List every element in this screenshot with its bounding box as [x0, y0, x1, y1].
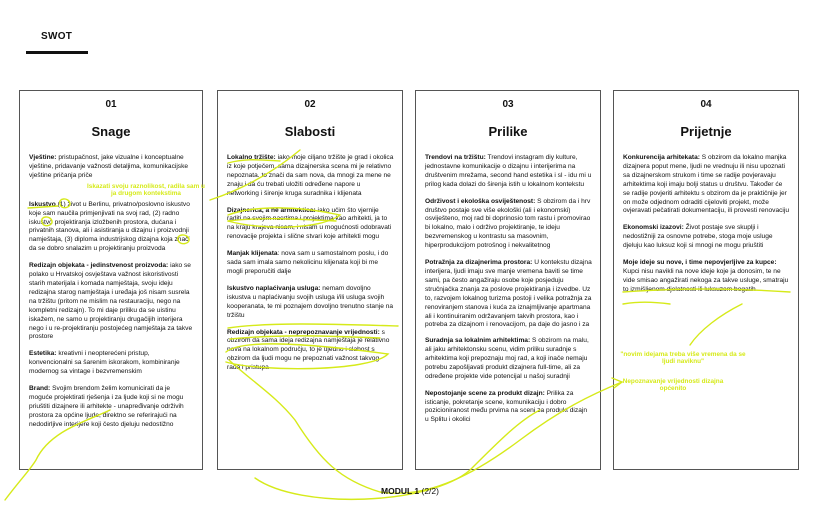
column-heading: Prijetnje [680, 124, 732, 139]
paragraph-label: Brand: [29, 385, 51, 393]
paragraph [29, 385, 194, 430]
paragraph-text: Prilika za isticanje, pokretanje scene, komunikaciju i dobro pozicioniranost među prvima na sceni za produkt dizajn u Splitu i okolici [425, 389, 587, 424]
paragraph [227, 154, 394, 199]
column-heading: Prilike [488, 124, 528, 139]
paragraph [425, 154, 592, 190]
annotation-note-novim: "novim idejama treba više vremena da se ljudi naviknu" [620, 351, 746, 366]
footer-pagination [0, 486, 820, 496]
paragraph [227, 250, 394, 277]
paragraph-text: nemam dovoljno iskustva u naplaćivanju svojih usluga i/ili usluga svojih kooperanata, te mi poznajem dovoljno trenutno stanje na tržištu [227, 284, 394, 319]
paragraph-label: Lokalno tržište: [227, 154, 276, 161]
column-heading: Snage [91, 124, 131, 139]
column-body [623, 154, 790, 303]
paragraph-text: iako učim što vjernije raditi na svojim nacrtima i projektima kao arhitekti, ja to na kraju krajeva nisam, i nisam u mogućnosti odobravati renovacije projekta i slične stvari koje arhitekti mogu [227, 206, 392, 241]
column-number: 01 [105, 99, 117, 110]
swot-column-opportunities [415, 90, 601, 470]
paragraph [623, 224, 790, 251]
paragraph-label: Estetika: [29, 350, 57, 358]
paragraph-label: Manjak klijenata [227, 250, 278, 258]
paragraph-text: (1) život u Berlinu, privatno/poslovno iskustvo koje sam naučila primjenjivati na svoj rad, (2) radno iskustvo projektiranja izložbenih prostora, dućana i privatnih stanova, ali i asistiranja u dizajnu i proizvodnji namještaja, (3) diploma industrijskog dizajna koja znači da se dobro snalazim u projektiranju proizvoda [29, 200, 190, 253]
paragraph-label: Iskustvo [29, 200, 56, 208]
swot-column-strengths [19, 90, 203, 470]
annotation-note-iskustvo: Iskazati svoju raznolikost, radila sam u ja drugom kontekstima [87, 183, 205, 198]
paragraph-label: Ekonomski izazovi: [623, 224, 684, 232]
paragraph-text: Svojim brendom želim komunicirati da je moguće projektirati rješenja i za ljude koji si ne mogu priuštiti dizajnere ili arhitekte - unapređivanje održivih prostora za općine ljude, direktno se referirajući na nedodirljive interijere koji često djeluju nedostižno [29, 385, 184, 428]
column-number: 03 [502, 99, 514, 110]
paragraph [227, 207, 394, 243]
paragraph-text: iako se polako u Hrvatskoj osvještava važnost iskoristivosti starih materijala i komada namještaja, svoju ideju redizajna starog namještaja i uređaja još nisam susrela na tržištu (pritom ne mislim na restauraciju, nego na kompletni redizajn). To mi daje priliku da se uistinu iskažem, ne samo u projektiranju drugačijih interijera nego i u re-projektiranju postojećeg namještaja za takve prostore [29, 262, 193, 341]
paragraph-text: s obzirom da sama ideja redizajna namještaja je relativno nova na lokalnom području, to je ujedno i slabost s obzirom da ljudi mogu ne prepoznati važnost takvog rada i pristupa [227, 328, 390, 372]
footer-label: MODUL 1 [381, 486, 420, 496]
paragraph-text: Trendovi instagram diy kulture, jednostavne komunikacije o dizajnu i interijerima na društvenim mrežama, second hand estetika i sl - idu mi u prilog kada dolazi do širenja istih u lokalnom kontekstu [425, 154, 592, 188]
paragraph-text: U kontekstu dizajna interijera, ljudi imaju sve manje vremena baviti se time sami, pa često angažiraju osobe koje posjeduju stručnjačka znanja za poslove projektiranja i izvedbe. Uz to, razvojem lokalnog turizma postoji i velika potražnja za renoviranjem stanova i kuća za iznajmljivanje apartmana ali i kontinuiranim održavanjem takvih prostora, kao i potreba za dizajnom i renovacijom, pa daje do jasno i za [425, 259, 592, 329]
paragraph [227, 329, 394, 374]
paragraph [623, 259, 790, 295]
annotation-note-nepoznavanje: Nepoznavanje vrijednosti dizajna općenito [622, 378, 724, 393]
paragraph [623, 154, 790, 216]
column-number: 04 [700, 99, 712, 110]
paragraph-label: Redizajn objekata - neprepoznavanje vrijednosti: [227, 328, 380, 336]
paragraph-text: S obzirom da lokalno manjka dizajnera poput mene, ljudi ne vrednuju ili nisu upoznati sa dizajnerskom strukom i time se radije povjeravaju arhitektima koji imaju bolji status u društvu. Također će se radije povjeriti arhitektu s obzirom da je praktičnije jer on može odjednom odraditi cijeloviti projekt, može ovjeravati pečatirati dokumentaciju, ili provesti renovaciju [623, 154, 790, 215]
column-body [425, 154, 592, 433]
paragraph-label: Iskustvo naplaćivanja usluga: [227, 284, 321, 292]
page-title: SWOT [41, 31, 73, 42]
paragraph-label: Moje ideje su nove, i time nepovjerljive za kupce: [623, 259, 777, 267]
paragraph-label: Redizajn objekata - jedinstvenost proizvoda: [29, 262, 169, 270]
paragraph-text: kreativni i neopterećeni pristup, konvencionalni sa šarenim iskorakom, kombiniranje modernog sa vintage i bezvremenskim [29, 350, 180, 376]
paragraph [425, 198, 592, 251]
paragraph [227, 285, 394, 321]
paragraph-label: Dizajnerica, a ne arhitektica: [227, 206, 316, 214]
paragraph-text: S obzirom na malu, ali jaku arhitektonsku scenu, vidim priliku suradnje s arhitektima koji prepoznaju moj rad, a koji inače nemaju potrebu zapošljavati produkt dizajnera full-time, ali za određene projekte vide potencijal u našoj suradnji [425, 337, 589, 380]
column-heading: Slabosti [284, 124, 336, 139]
paragraph-label: Vještine: [29, 154, 57, 161]
swot-column-threats [613, 90, 799, 470]
column-number: 02 [304, 99, 316, 110]
footer-pages: (2/2) [421, 486, 439, 496]
paragraph-label: Konkurencija arhitekata: [623, 154, 700, 161]
paragraph-label: Suradnja sa lokalnim arhitektima: [425, 337, 531, 345]
paragraph-label: Nepostojanje scene za produkt dizajn: [425, 389, 545, 397]
paragraph-text: : nova sam u samostalnom poslu, i do sada sam imala samo nekolicinu klijenata koji bi me mogli preporučiti dalje [227, 250, 389, 275]
paragraph [425, 337, 592, 382]
paragraph-text: Kupci nisu navikli na nove ideje koje ja donosim, te ne vide smisao angažirati nekoga za takve usluge, smatraju to izmišljenom djelatnosti ili luksuzom bogatih [623, 267, 789, 293]
paragraph [425, 390, 592, 426]
title-underline [26, 51, 88, 54]
paragraph-text: iako moje ciljano tržište je grad i okolica iz koje potječem, sama dizajnerska scena mi je relativno nepoznata. to znači da sam nova, da mnogi za mene ne znaju i da ću trebati uložiti određene napore u networking i širenje kruga suradnika i klijenata [227, 154, 394, 197]
paragraph [425, 259, 592, 329]
paragraph [29, 262, 194, 342]
paragraph [29, 201, 194, 254]
paragraph-label: Održivost i ekološka osviještenost: [425, 197, 536, 205]
paragraph [29, 154, 194, 181]
paragraph-text: S obzirom da i hrv društvo postaje sve više ekološki (ali i ekonomski) osviješteno, moj rad bi doprinosio tom rastu i promovirao bi lokalno, malo i održivo projektiranje, te ideju bezvremenskog u kontrastu sa masovnim, hiperprodukcijom potrošnog i nekvalitetnog [425, 197, 591, 250]
paragraph-text: pristupačnost, jake vizualne i konceptualne vještine, pridavanje važnosti detaljima, komunikacijske vještine pričanja priče [29, 154, 189, 179]
column-body [227, 154, 394, 381]
paragraph-label: Potražnja za dizajnerima prostora: [425, 259, 533, 267]
paragraph-label: Trendovi na tržištu: [425, 154, 486, 161]
paragraph [29, 350, 194, 377]
swot-column-weaknesses [217, 90, 403, 470]
paragraph-text: Život postaje sve skuplji i nedostižniji za osnovne potrebe, stoga moje usluge djeluju kao luksuz koji si mnogi ne mogu priuštiti [623, 224, 773, 250]
